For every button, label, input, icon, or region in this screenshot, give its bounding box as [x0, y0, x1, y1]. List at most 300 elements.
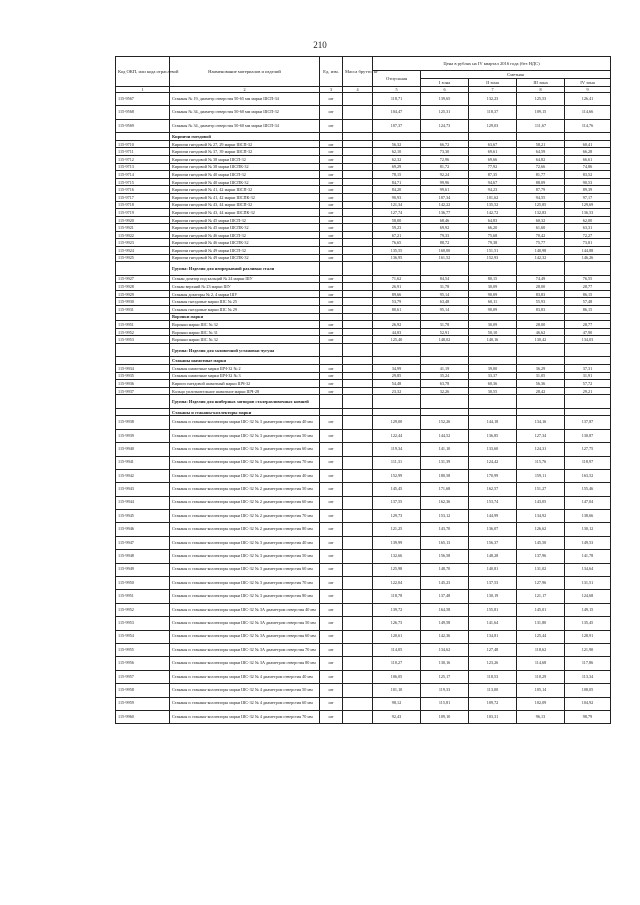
price-otpusk: 129,00: [373, 416, 421, 429]
price-zone-3: 75,77: [517, 239, 565, 247]
price-zone-3: 56,36: [517, 380, 565, 388]
price-zone-2: 136,85: [469, 429, 517, 442]
code-cell: [116, 395, 170, 408]
price-zone-4: 63,31: [565, 224, 611, 232]
item-name: Стакан дозатор под кальций № 24 марки ШУ: [170, 275, 320, 283]
item-unit: шт: [320, 254, 343, 262]
header-otpusk: Отпускная: [373, 71, 421, 87]
mass-cell: [343, 186, 373, 194]
item-code: 115-9959: [116, 697, 170, 710]
table-row: [116, 416, 611, 429]
item-unit: шт: [320, 119, 343, 132]
price-zone-3: 61,60: [517, 224, 565, 232]
price-zone-3: 81,77: [517, 171, 565, 179]
table-row: [116, 148, 611, 156]
mass-cell: [343, 193, 373, 201]
price-zone-2: 156,37: [469, 536, 517, 549]
price-zone-2: 50,10: [469, 328, 517, 336]
price-zone-4: 108,05: [565, 684, 611, 697]
price-otpusk: 125,40: [373, 336, 421, 344]
table-row: [116, 590, 611, 603]
price-zone-1: 139,65: [421, 93, 469, 106]
price-zone-3: 124,31: [517, 443, 565, 456]
price-cell: [469, 357, 517, 365]
price-zone-4: 72,27: [565, 231, 611, 239]
item-code: 115-9931: [116, 306, 170, 314]
item-name: Кирпичи гнездовой № 41, 42 марки ШСПК-32: [170, 193, 320, 201]
price-zone-1: 161,52: [421, 254, 469, 262]
item-code: 115-9716: [116, 186, 170, 194]
price-zone-4: 138,66: [565, 510, 611, 523]
item-name: Стаканы и стаканы-коллекторы марки ШС-32 № 4 диаметром отверстия 40 мм: [170, 670, 320, 683]
unit-cell: [320, 262, 343, 275]
price-zone-1: 125,17: [421, 670, 469, 683]
price-zone-2: 148,28: [469, 550, 517, 563]
price-zone-3: 125,44: [517, 630, 565, 643]
price-cell: [421, 133, 469, 141]
table-row: [116, 275, 611, 283]
price-zone-1: 164,58: [421, 603, 469, 616]
item-code: 115-9957: [116, 670, 170, 683]
price-zone-2: 140,81: [469, 563, 517, 576]
item-name: Стаканы и стаканы-коллекторы марки ШС-32 № 2 диаметром отверстия 50 мм: [170, 483, 320, 496]
mass-cell: [343, 510, 373, 523]
price-zone-3: 134,92: [517, 510, 565, 523]
price-zone-2: 30,09: [469, 283, 517, 291]
price-otpusk: 120,61: [373, 630, 421, 643]
price-zone-3: 127,96: [517, 577, 565, 590]
price-zone-4: 126,41: [565, 93, 611, 106]
price-zone-3: 131,80: [517, 617, 565, 630]
price-zone-3: 115,76: [517, 456, 565, 469]
price-otpusk: 118,78: [373, 590, 421, 603]
item-name: Стаканы и стаканы-коллекторы марки ШС-32 № 3 диаметром отверстия 40 мм: [170, 416, 320, 429]
price-zone-2: 79,38: [469, 239, 517, 247]
header-smetnaya: Сметная: [421, 71, 611, 79]
price-zone-2: 136,07: [469, 523, 517, 536]
item-code: 115-9718: [116, 201, 170, 209]
table-row: [116, 563, 611, 576]
item-unit: шт: [320, 328, 343, 336]
unit-cell: [320, 395, 343, 408]
item-name: Стаканы и стаканы-коллекторы марки ШС-32 № 3 диаметром отверстия 70 мм: [170, 577, 320, 590]
item-unit: шт: [320, 577, 343, 590]
mass-cell: [343, 119, 373, 132]
price-zone-3: 127,34: [517, 429, 565, 442]
price-zone-4: 147,04: [565, 496, 611, 509]
price-zone-2: 77,92: [469, 163, 517, 171]
price-otpusk: 44,83: [373, 328, 421, 336]
price-zone-2: 144,18: [469, 416, 517, 429]
price-zone-3: 159,11: [517, 469, 565, 482]
price-zone-3: 72,66: [517, 163, 565, 171]
page-number: 210: [313, 40, 327, 50]
item-code: 115-9921: [116, 224, 170, 232]
price-zone-3: 130,42: [517, 336, 565, 344]
table-row: [116, 336, 611, 344]
item-code: 115-9953: [116, 617, 170, 630]
mass-cell: [343, 603, 373, 616]
item-name: Стаканы и стаканы-коллекторы марки ШС-32 № 2 диаметром отверстия 70 мм: [170, 510, 320, 523]
item-code: 115-9940: [116, 443, 170, 456]
price-zone-2: 80,15: [469, 275, 517, 283]
price-zone-4: 86,15: [565, 306, 611, 314]
table-row: [116, 536, 611, 549]
header-name: Наименование материалов и изделий: [170, 57, 320, 87]
price-zone-2: 63,67: [469, 140, 517, 148]
price-zone-2: 162,57: [469, 483, 517, 496]
price-otpusk: 104,47: [373, 106, 421, 119]
price-zone-3: 105,14: [517, 684, 565, 697]
price-otpusk: 127,74: [373, 209, 421, 217]
item-code: 115-9937: [116, 387, 170, 395]
price-cell: [517, 357, 565, 365]
price-zone-2: 109,72: [469, 697, 517, 710]
price-zone-2: 129,03: [469, 119, 517, 132]
table-row: [116, 387, 611, 395]
price-zone-1: 180,58: [421, 469, 469, 482]
section-row: [116, 344, 611, 357]
item-unit: шт: [320, 469, 343, 482]
price-cell: [373, 408, 421, 416]
price-zone-2: 30,09: [469, 321, 517, 329]
price-zone-4: 127,75: [565, 443, 611, 456]
price-zone-1: 144,52: [421, 429, 469, 442]
price-cell: [565, 133, 611, 141]
section-row: [116, 133, 611, 141]
item-name: Стаканы № 19, диаметр отверстия 50-65 мм марки ШСП-34: [170, 93, 320, 106]
price-otpusk: 53,79: [373, 298, 421, 306]
price-otpusk: 80,61: [373, 306, 421, 314]
price-otpusk: 121,25: [373, 523, 421, 536]
item-name: Кирпичи гнездовой № 38 марки ШСП-32: [170, 155, 320, 163]
item-name: Стаканы гнездовые марки ШС № 29: [170, 306, 320, 314]
item-unit: шт: [320, 290, 343, 298]
price-zone-4: 97,17: [565, 193, 611, 201]
price-zone-3: 125,85: [517, 201, 565, 209]
item-code: 115-9925: [116, 254, 170, 262]
item-code: 115-9711: [116, 148, 170, 156]
item-unit: шт: [320, 106, 343, 119]
price-zone-3: 151,27: [517, 483, 565, 496]
price-zone-3: 60,32: [517, 216, 565, 224]
price-zone-2: 87,35: [469, 171, 517, 179]
section-title: Кирпичи гнездовой: [170, 133, 320, 141]
price-zone-1: 84,54: [421, 275, 469, 283]
price-otpusk: 121,34: [373, 201, 421, 209]
price-zone-1: 124,73: [421, 119, 469, 132]
mass-cell: [343, 670, 373, 683]
price-zone-4: 104,92: [565, 697, 611, 710]
table-row: [116, 306, 611, 314]
price-zone-3: 102,09: [517, 697, 565, 710]
mass-cell: [343, 224, 373, 232]
table-row: [116, 469, 611, 482]
mass-cell: [343, 178, 373, 186]
price-zone-1: 35,24: [421, 372, 469, 380]
price-zone-2: 127,48: [469, 643, 517, 656]
price-cell: [517, 133, 565, 141]
item-code: 115-9567: [116, 93, 170, 106]
item-name: Стаканы и стаканы-коллекторы марки ШС-32 № 3А диаметром отверстия 60 мм: [170, 630, 320, 643]
mass-cell: [343, 684, 373, 697]
price-otpusk: 125,98: [373, 563, 421, 576]
price-zone-1: 141,10: [421, 443, 469, 456]
table-row: [116, 93, 611, 106]
price-zone-3: 145,50: [517, 536, 565, 549]
item-code: 115-9715: [116, 178, 170, 186]
price-zone-3: 55,93: [517, 298, 565, 306]
price-otpusk: 26,92: [373, 321, 421, 329]
mass-cell: [343, 306, 373, 314]
price-otpusk: 56,32: [373, 140, 421, 148]
price-cell: [469, 408, 517, 416]
price-zone-1: 142,22: [421, 201, 469, 209]
table-row: [116, 239, 611, 247]
mass-cell: [343, 387, 373, 395]
price-zone-4: 135,45: [565, 617, 611, 630]
item-code: 115-9714: [116, 171, 170, 179]
item-name: Стаканы и стаканы-коллекторы марки ШС-32 № 3А диаметром отверстия 50 мм: [170, 617, 320, 630]
price-zone-3: 121,17: [517, 590, 565, 603]
item-code: 115-9953: [116, 336, 170, 344]
mass-cell: [343, 395, 373, 408]
price-otpusk: 136,95: [373, 254, 421, 262]
price-zone-4: 66,61: [565, 155, 611, 163]
price-cell: [565, 313, 611, 321]
price-cell: [373, 357, 421, 365]
item-name: Стаканы и стаканы-коллекторы марки ШС-32 № 3 диаметром отверстия 50 мм: [170, 550, 320, 563]
section-row: [116, 262, 611, 275]
table-row: [116, 193, 611, 201]
price-zone-1: 79,33: [421, 231, 469, 239]
item-unit: шт: [320, 163, 343, 171]
item-name: Стаканы дозаторы № 2, 4 марки ШУ: [170, 290, 320, 298]
table-row: [116, 443, 611, 456]
price-zone-1: 63,48: [421, 298, 469, 306]
item-unit: шт: [320, 306, 343, 314]
col-num: 5: [373, 87, 421, 93]
table-row: [116, 372, 611, 380]
mass-cell: [343, 133, 373, 141]
mass-cell: [343, 523, 373, 536]
unit-cell: [320, 408, 343, 416]
section-row: [116, 395, 611, 408]
mass-cell: [343, 357, 373, 365]
price-zone-4: 124,68: [565, 590, 611, 603]
price-zone-1: 41,19: [421, 364, 469, 372]
section-title: Воронки марки: [170, 313, 320, 321]
table-row: [116, 328, 611, 336]
table-row: [116, 231, 611, 239]
price-zone-4: 137,87: [565, 416, 611, 429]
unit-cell: [320, 357, 343, 365]
item-code: 115-9954: [116, 630, 170, 643]
price-zone-2: 130,19: [469, 590, 517, 603]
item-unit: шт: [320, 239, 343, 247]
table-row: [116, 155, 611, 163]
price-zone-3: 143,05: [517, 496, 565, 509]
price-cell: [373, 133, 421, 141]
price-zone-4: 86,15: [565, 290, 611, 298]
mass-cell: [343, 209, 373, 217]
mass-cell: [343, 247, 373, 255]
price-zone-1: 143,70: [421, 523, 469, 536]
item-code: 115-9958: [116, 684, 170, 697]
item-code: 115-9939: [116, 429, 170, 442]
col-num: 2: [170, 87, 320, 93]
price-zone-2: 151,51: [469, 247, 517, 255]
price-zone-2: 94,23: [469, 186, 517, 194]
price-zone-3: 145,01: [517, 603, 565, 616]
price-otpusk: 89,66: [373, 290, 421, 298]
price-zone-3: 88,09: [517, 178, 565, 186]
table-row: [116, 697, 611, 710]
price-zone-4: 76,55: [565, 275, 611, 283]
section-title: Стаканы и стаканы-коллекторы марки: [170, 408, 320, 416]
price-otpusk: 59,23: [373, 224, 421, 232]
item-unit: шт: [320, 684, 343, 697]
price-zone-1: 73,30: [421, 148, 469, 156]
mass-cell: [343, 429, 373, 442]
table-row: [116, 523, 611, 536]
item-name: Стаканы № 34, диаметр отверстия 50-60 мм марки ШСП-34: [170, 119, 320, 132]
item-name: Кирпичи гнездовой № 49 марки ШСПК-32: [170, 254, 320, 262]
section-title: Стаканы шамотные марки: [170, 357, 320, 365]
price-zone-3: 110,29: [517, 670, 565, 683]
price-cell: [469, 395, 517, 408]
item-name: Стаканы № 34, диаметр отверстия 50-60 мм марки ШСП-32: [170, 106, 320, 119]
mass-cell: [343, 163, 373, 171]
price-zone-2: 33,37: [469, 372, 517, 380]
item-name: Кирпичи гнездовой № 45 марки ШСПК-32: [170, 224, 320, 232]
price-zone-4: 83,52: [565, 171, 611, 179]
price-otpusk: 139,72: [373, 603, 421, 616]
col-num: 6: [421, 87, 469, 93]
price-otpusk: 90,93: [373, 193, 421, 201]
mass-cell: [343, 496, 373, 509]
item-unit: шт: [320, 590, 343, 603]
price-otpusk: 67,21: [373, 231, 421, 239]
price-zone-4: 60,41: [565, 140, 611, 148]
table-row: [116, 171, 611, 179]
item-name: Кирпичи гнездовой № 38 марки ШСПК-32: [170, 163, 320, 171]
mass-cell: [343, 643, 373, 656]
item-name: Стаканы и стаканы-коллекторы марки ШС-32 № 3 диаметром отверстия 60 мм: [170, 443, 320, 456]
mass-cell: [343, 106, 373, 119]
item-code: 115-9950: [116, 577, 170, 590]
section-title: Группа: Изделия для заливочной установки чугуна: [170, 344, 320, 357]
item-code: 115-9944: [116, 496, 170, 509]
price-zone-4: 134,64: [565, 563, 611, 576]
table-row: [116, 140, 611, 148]
item-code: 115-9929: [116, 290, 170, 298]
price-cell: [565, 408, 611, 416]
table-row: [116, 106, 611, 119]
price-zone-1: 145,23: [421, 577, 469, 590]
price-zone-1: 131,39: [421, 456, 469, 469]
price-zone-1: 149,58: [421, 617, 469, 630]
price-cell: [421, 344, 469, 357]
price-otpusk: 76,65: [373, 239, 421, 247]
price-zone-2: 155,81: [469, 603, 517, 616]
item-code: 115-9710: [116, 140, 170, 148]
item-unit: шт: [320, 416, 343, 429]
price-zone-1: 95,14: [421, 306, 469, 314]
mass-cell: [343, 336, 373, 344]
item-unit: шт: [320, 670, 343, 683]
item-code: 115-9569: [116, 119, 170, 132]
price-zone-3: 87,79: [517, 186, 565, 194]
mass-cell: [343, 262, 373, 275]
price-otpusk: 119,34: [373, 443, 421, 456]
price-zone-1: 63,78: [421, 380, 469, 388]
mass-cell: [343, 443, 373, 456]
price-zone-1: 165,13: [421, 536, 469, 549]
mass-cell: [343, 456, 373, 469]
price-zone-4: 28,77: [565, 283, 611, 291]
table-row: [116, 710, 611, 723]
price-zone-1: 31,78: [421, 321, 469, 329]
price-otpusk: 106,05: [373, 670, 421, 683]
price-otpusk: 107,37: [373, 119, 421, 132]
item-unit: шт: [320, 140, 343, 148]
item-unit: шт: [320, 178, 343, 186]
price-zone-3: 83,83: [517, 290, 565, 298]
item-code: 115-9952: [116, 603, 170, 616]
price-zone-3: 96,13: [517, 710, 565, 723]
price-zone-2: 133,60: [469, 443, 517, 456]
item-code: 115-9955: [116, 643, 170, 656]
item-unit: шт: [320, 372, 343, 380]
table-row: [116, 224, 611, 232]
price-zone-2: 60,36: [469, 380, 517, 388]
price-zone-3: 125,53: [517, 93, 565, 106]
mass-cell: [343, 313, 373, 321]
price-otpusk: 69,29: [373, 163, 421, 171]
table-row: [116, 496, 611, 509]
mass-cell: [343, 372, 373, 380]
mass-cell: [343, 483, 373, 496]
price-zone-2: 94,67: [469, 178, 517, 186]
price-zone-1: 81,72: [421, 163, 469, 171]
price-cell: [373, 262, 421, 275]
code-cell: [116, 313, 170, 321]
price-zone-4: 130,87: [565, 429, 611, 442]
mass-cell: [343, 563, 373, 576]
price-zone-4: 47,90: [565, 328, 611, 336]
item-name: Стаканы шамотные марки ШЧ-32 № 3: [170, 372, 320, 380]
item-unit: шт: [320, 148, 343, 156]
price-cell: [565, 395, 611, 408]
price-zone-3: 74,49: [517, 275, 565, 283]
code-cell: [116, 344, 170, 357]
mass-cell: [343, 93, 373, 106]
table-row: [116, 456, 611, 469]
item-code: 115-9938: [116, 416, 170, 429]
price-zone-4: 128,91: [565, 630, 611, 643]
mass-cell: [343, 617, 373, 630]
price-zone-3: 64,59: [517, 148, 565, 156]
price-zone-4: 114,76: [565, 119, 611, 132]
price-cell: [373, 395, 421, 408]
price-zone-1: 148,70: [421, 563, 469, 576]
price-cell: [469, 344, 517, 357]
item-code: 115-9936: [116, 380, 170, 388]
mass-cell: [343, 577, 373, 590]
table-row: [116, 684, 611, 697]
item-code: 115-9946: [116, 523, 170, 536]
